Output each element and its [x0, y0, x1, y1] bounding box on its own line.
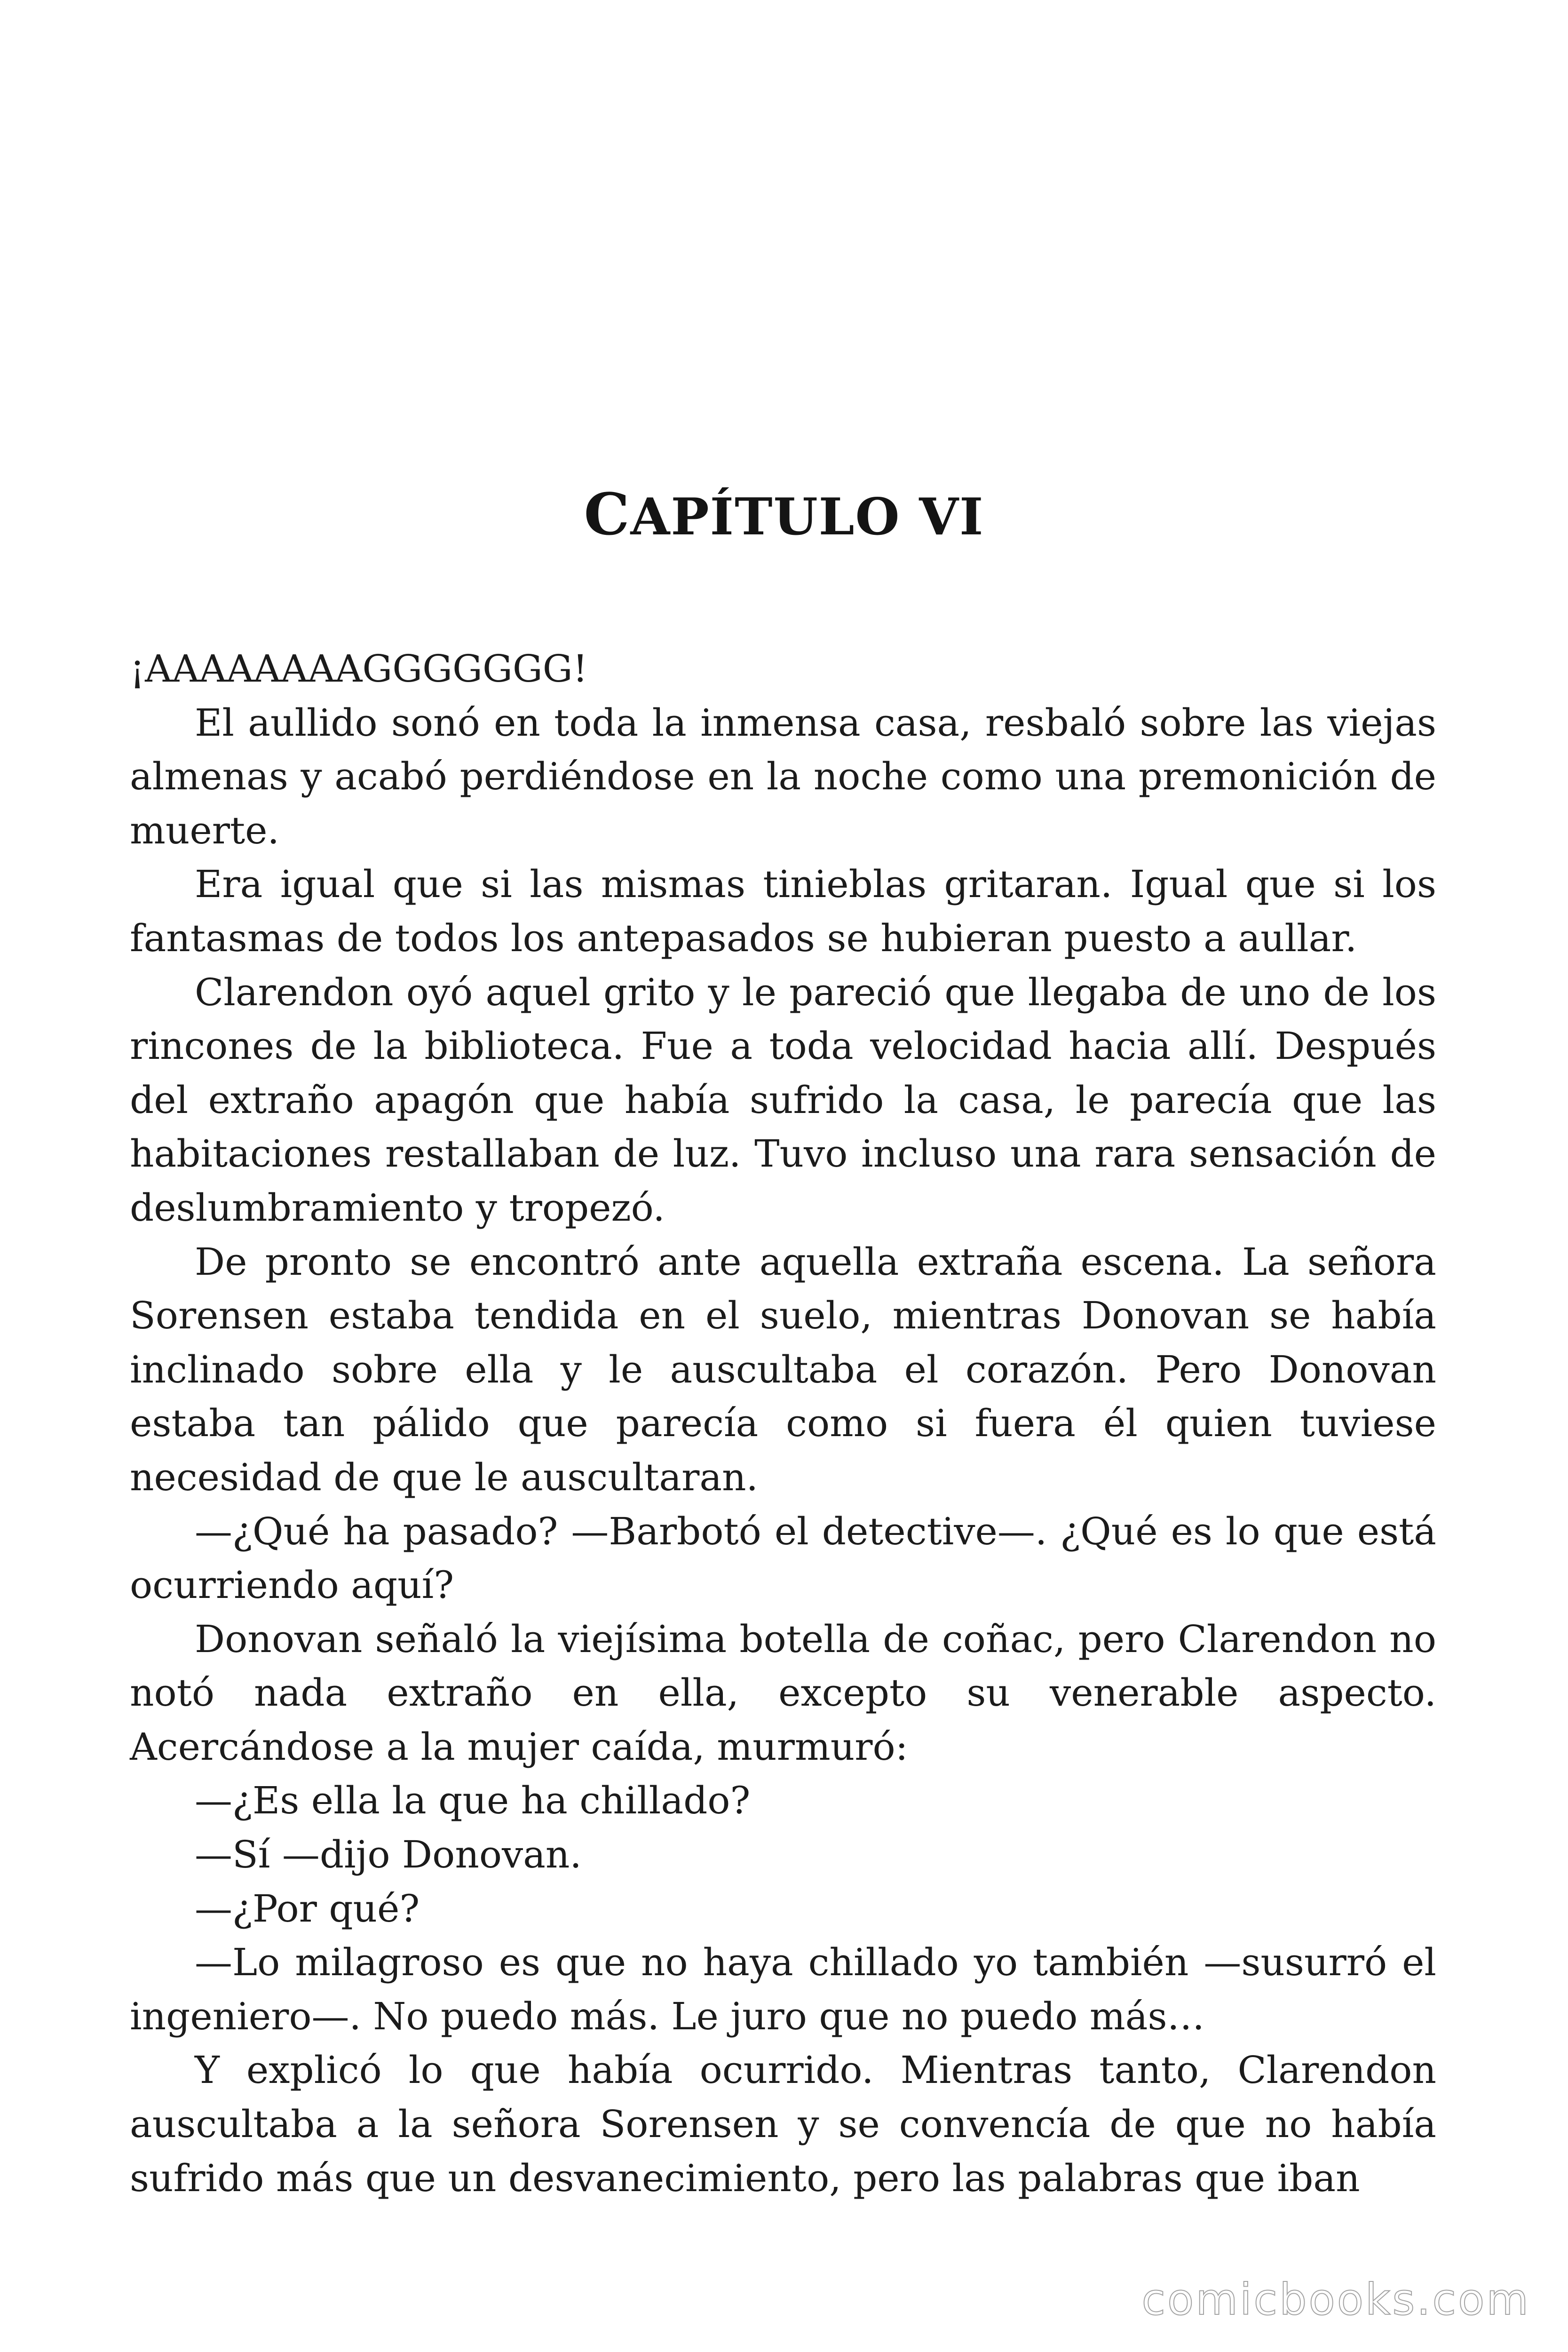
chapter-title-rest: APÍTULO VI [630, 487, 984, 547]
paragraph: Clarendon oyó aquel grito y le pareció que llegaba de uno de los rincones de la biblioteca. Fue a toda velocidad hacia allí. Después del extraño apagón que había sufrido la casa, le parecía que las habitaciones restallaban de luz. Tuvo incluso una rara sensación de deslumbramiento y tropezó. [130, 970, 1436, 1230]
paragraph: Era igual que si las mismas tinieblas gritaran. Igual que si los fantasmas de todos los antepasados se hubieran puesto a aullar. [130, 862, 1436, 960]
dialogue-line: —¿Por qué? [195, 1886, 420, 1931]
chapter-body [130, 642, 1436, 2205]
chapter-title [0, 480, 1568, 548]
dialogue-line: —¿Es ella la que ha chillado? [195, 1779, 751, 1823]
opening-scream: ¡AAAAAAAAGGGGGGG! [130, 647, 588, 691]
dialogue-line: —¿Qué ha pasado? —Barbotó el detective—. ¿Qué es lo que está ocurriendo aquí? [130, 1509, 1436, 1607]
dialogue-line: —Sí —dijo Donovan. [195, 1833, 582, 1877]
dialogue-line: —Lo milagroso es que no haya chillado yo también —susurró el ingeniero—. No puedo más. Le juro que no puedo más… [130, 1940, 1436, 2038]
site-watermark: comicbooks.com [1141, 2274, 1530, 2325]
paragraph: De pronto se encontró ante aquella extraña escena. La señora Sorensen estaba tendida en el suelo, mientras Donovan se había inclinado sobre ella y le auscultaba el corazón. Pero Donovan estaba tan pálido que parecía como si fuera él quien tuviese necesidad de que le auscultaran. [130, 1240, 1436, 1499]
chapter-title-initial: C [584, 480, 631, 548]
paragraph: El aullido sonó en toda la inmensa casa, resbaló sobre las viejas almenas y acabó perdiéndose en la noche como una premonición de muerte. [130, 700, 1436, 852]
paragraph: Donovan señaló la viejísima botella de coñac, pero Clarendon no notó nada extraño en ella, excepto su venerable aspecto. Acercándose a la mujer caída, murmuró: [130, 1617, 1436, 1769]
paragraph: Y explicó lo que había ocurrido. Mientras tanto, Clarendon auscultaba a la señora Sorensen y se convencía de que no había sufrido más que un desvanecimiento, pero las palabras que iban [130, 2048, 1436, 2200]
